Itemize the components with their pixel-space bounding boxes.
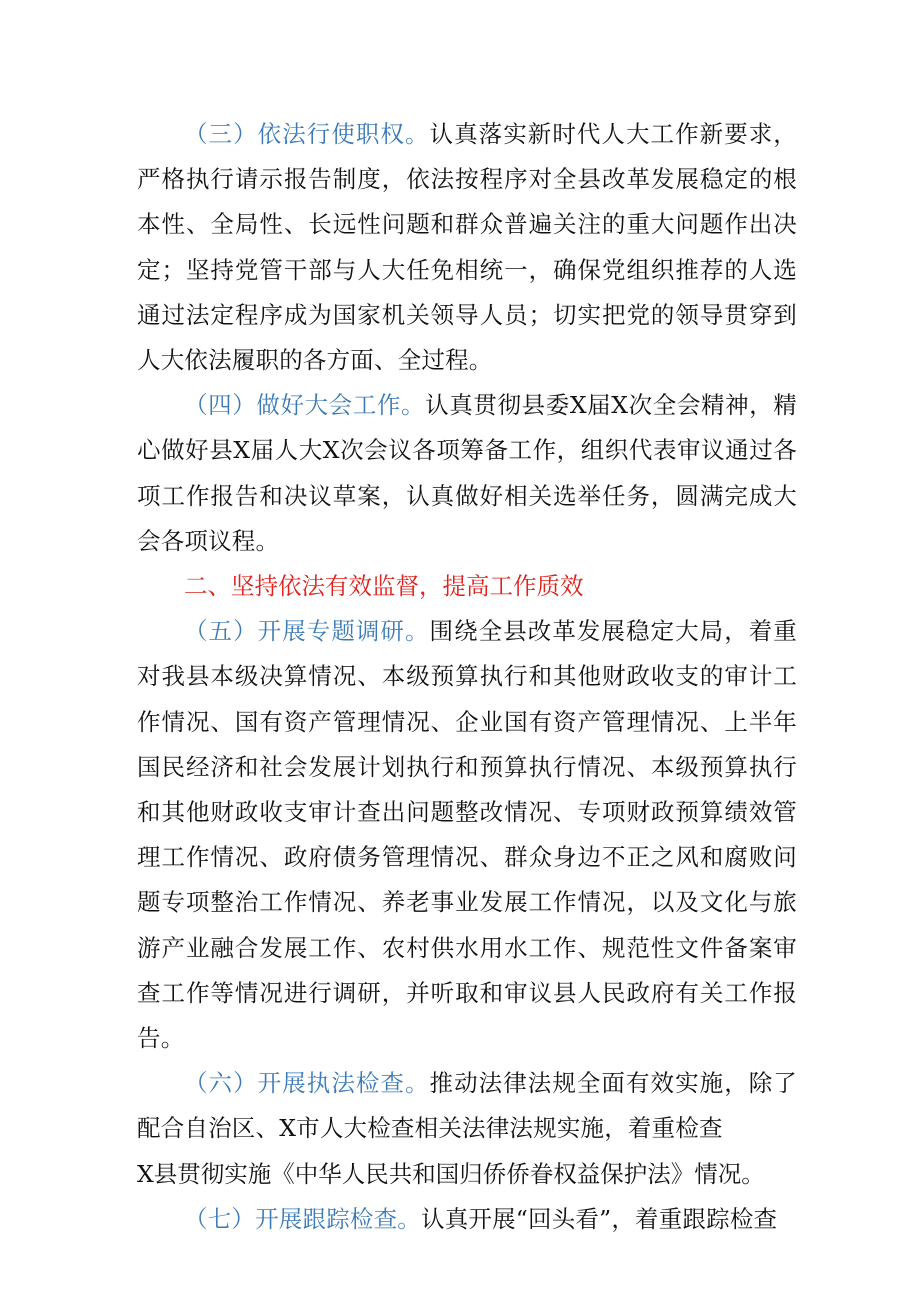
section-body-6-line1: 推动法律法规全面有效实施，除了配合自治区、X市人大检查相关法律法规实施，着重检查 — [137, 1069, 798, 1143]
section-heading-6: （六）开展执法检查。 — [184, 1069, 430, 1098]
section-heading-4: （四）做好大会工作。 — [184, 391, 426, 420]
section-body-7: 认真开展“回头看”，着重跟踪检查 — [421, 1204, 778, 1233]
paragraph-6 — [137, 1061, 797, 1151]
section-body-3: 认真落实新时代人大工作新要求，严格执行请示报告制度，依法按程序对全县改革发展稳定的根本性、全局性、长远性问题和群众普遍关注的重大问题作出决定；坚持党管干部与人大任免相统一，确保党组织推荐的人选通过法定程序成为国家机关领导人员；切实把党的领导贯穿到人大依法履职的各方面、全过程。 — [137, 120, 798, 375]
paragraph-7 — [137, 1197, 797, 1242]
paragraph-3 — [137, 112, 797, 383]
section-heading-3: （三）依法行使职权。 — [184, 120, 430, 148]
section-body-5: 围绕全县改革发展稳定大局，着重对我县本级决算情况、本级预算执行和其他财政收支的审计工作情况、国有资产管理情况、企业国有资产管理情况、上半年国民经济和社会发展计划执行和预算执行情况、本级预算执行和其他财政收支审计查出问题整改情况、专项财政预算绩效管理工作情况、政府债务管理情况、群众身边不正之风和腐败问题专项整治工作情况、养老事业发展工作情况，以及文化与旅游产业融合发展工作、农村供水用水工作、规范性文件备案审查工作等情况进行调研，并听取和审议县人民政府有关工作报告。 — [137, 617, 798, 1053]
main-heading-2: 二、坚持依法有效监督，提高工作质效 — [184, 572, 584, 601]
document-content — [137, 112, 797, 1242]
section-heading-7: （七）开展跟踪检查。 — [184, 1204, 421, 1233]
section-body-4: 认真贯彻县委X届X次全会精神，精心做好县X届人大X次会议各项筹备工作，组织代表审议通过各项工作报告和决议草案，认真做好相关选举任务，圆满完成大会各项议程。 — [137, 391, 797, 555]
section-heading-5: （五）开展专题调研。 — [184, 617, 430, 646]
paragraph-6-continuation: X县贯彻实施《中华人民共和国归侨侨眷权益保护法》情况。 — [137, 1159, 765, 1188]
paragraph-4 — [137, 383, 797, 564]
paragraph-5 — [137, 609, 797, 1061]
